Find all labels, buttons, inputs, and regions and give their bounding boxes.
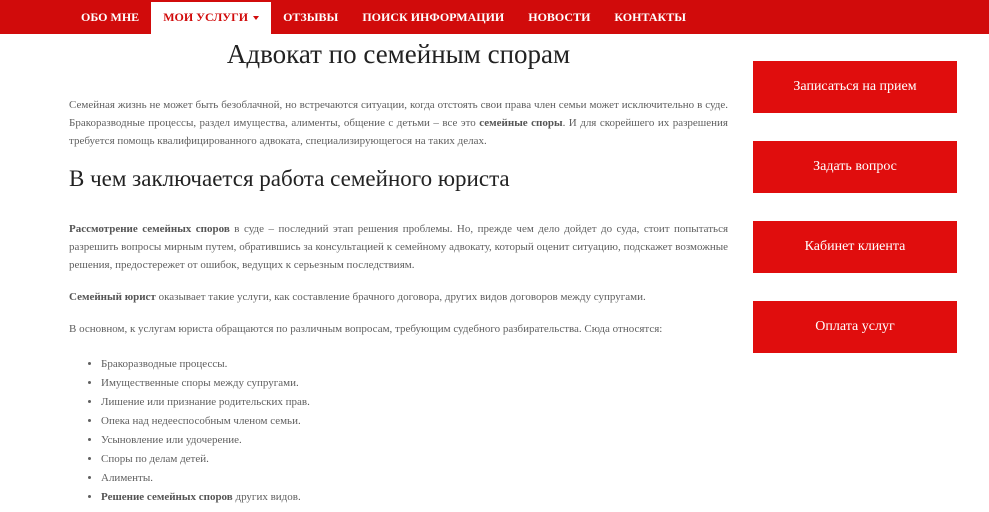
nav-menu — [69, 0, 698, 34]
list-item-text: других видов. — [232, 491, 301, 503]
nav-item-label: КОНТАКТЫ — [614, 10, 687, 24]
page-title: Адвокат по семейным спорам — [226, 39, 571, 69]
intro-text-1: Семейная жизнь не может быть безоблачной, но встречаются ситуации, когда отстоять свои права член семьи может исключительно в суде. Бракоразводные процессы, раздел имущества, алименты, общение с детьми – все это — [69, 99, 728, 129]
paragraph-text: в суде – последний этап решения проблемы. Но, прежде чем дело дойдет до суда, стоит попытаться разрешить вопросы мирным путем, обратившись за консультацией к семейному адвокату, который оценит ситуацию, подскажет возможные решения, предостережет от ошибок, ведущих к серьезным последствиям. — [69, 223, 729, 271]
paragraph-bold: Рассмотрение семейных споров — [69, 223, 230, 235]
list-item: • Опека над недееспособным членом семьи. — [101, 412, 310, 431]
intro-paragraph — [69, 96, 728, 150]
list-item — [101, 488, 310, 507]
list-item-bold: Решение семейных споров — [101, 491, 233, 503]
intro-text-2: . И для скорейшего их разрешения требуется помощь квалифицированного адвоката, специализирующегося на таких делах. — [69, 117, 728, 147]
book-appointment-button[interactable]: Записаться на прием — [753, 61, 957, 113]
caret-down-icon — [253, 16, 259, 20]
list-item: • Споры по делам детей. — [101, 450, 310, 469]
nav-item-services[interactable] — [151, 2, 271, 34]
nav-item-label: МОИ УСЛУГИ — [163, 10, 249, 24]
ask-question-button[interactable]: Задать вопрос — [753, 141, 957, 193]
list-item: • Усыновление или удочерение. — [101, 431, 310, 450]
client-cabinet-button[interactable]: Кабинет клиента — [753, 221, 957, 273]
section-heading: В чем заключается работа семейного юриста — [69, 166, 510, 191]
services-list — [69, 355, 310, 507]
nav-item-label: ОТЗЫВЫ — [283, 10, 339, 24]
nav-item-label: ОБО МНЕ — [81, 10, 140, 24]
paragraph-family-lawyer — [69, 288, 728, 306]
paragraph-family-disputes — [69, 220, 728, 274]
nav-item-news[interactable] — [516, 0, 602, 34]
list-item: • Бракоразводные процессы. — [101, 355, 310, 374]
nav-item-label: НОВОСТИ — [528, 10, 591, 24]
paragraph-services-intro: В основном, к услугам юриста обращаются по различным вопросам, требующим судебного разбирательства. Сюда относятся: — [69, 323, 663, 335]
pay-services-button[interactable]: Оплата услуг — [753, 301, 957, 353]
nav-item-about[interactable] — [69, 0, 151, 34]
list-item: • Имущественные споры между супругами. — [101, 374, 310, 393]
nav-item-search-info[interactable] — [350, 0, 516, 34]
top-navbar — [0, 0, 989, 34]
nav-item-contacts[interactable] — [602, 0, 698, 34]
intro-bold: семейные споры — [479, 117, 563, 129]
nav-item-label: ПОИСК ИНФОРМАЦИИ — [362, 10, 505, 24]
paragraph-bold: Семейный юрист — [69, 291, 156, 303]
list-item: • Алименты. — [101, 469, 310, 488]
list-item: • Лишение или признание родительских прав. — [101, 393, 310, 412]
paragraph-text: оказывает такие услуги, как составление брачного договора, других видов договоров между супругами. — [155, 291, 646, 303]
nav-item-reviews[interactable] — [271, 0, 350, 34]
